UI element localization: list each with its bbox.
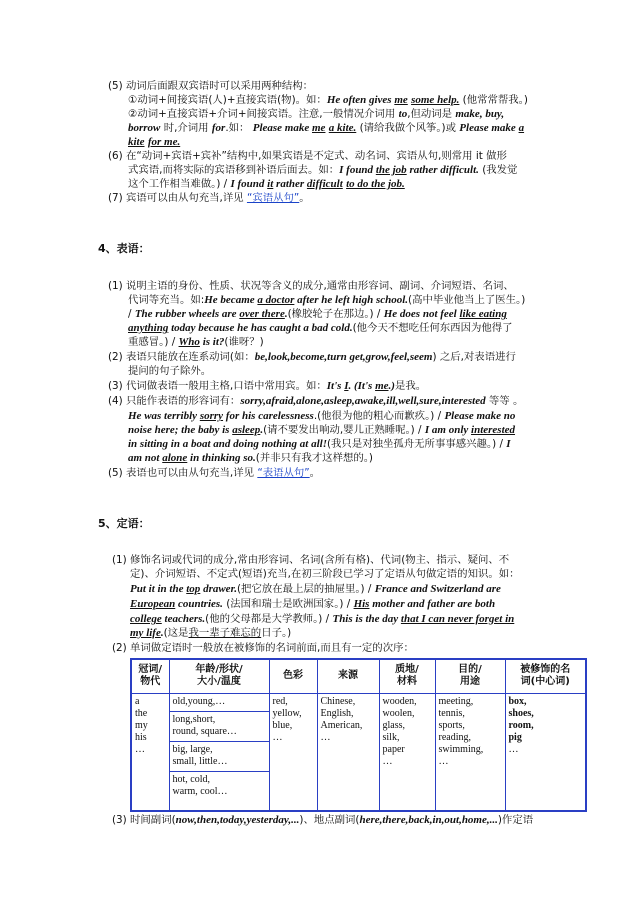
header-origin: 来源	[317, 659, 379, 693]
header-article-pronoun: 冠词/ 物代	[131, 659, 169, 693]
rule-6-text: (6) 在“动词+宾语+宾补”结构中,如果宾语是不定式、动名词、宾语从句,则常用 it 做形	[108, 150, 507, 162]
header-purpose: 目的/ 用途	[435, 659, 505, 693]
section-5-heading: 5、定语：	[98, 517, 150, 530]
s5-rule-1-example-2: European countries. (法国和瑞士是欧洲国家。) / His mother and father are both	[130, 598, 496, 610]
s4-rule-3: (3) 代词做表语一般用主格,口语中常用宾。如：It's I. (It's me.)是我。	[108, 380, 427, 392]
rule-5-example-kite: borrow 时,介词用 for.如： Please make me a kite. (请给我做个风筝。)或 Please make a	[128, 122, 525, 134]
rule-5-structure-1: ①动词+间接宾语(人)+直接宾语(物)。如：He often gives me some help. (他常常帮我。)	[128, 94, 528, 106]
cell-age-shape-size-temp	[169, 693, 269, 811]
s5-rule-1-example-4: my life.(这是我一辈子难忘的日子。)	[130, 627, 292, 639]
header-material: 质地/ 材料	[379, 659, 435, 693]
s5-rule-1-example-1: Put it in the top drawer.(把它放在最上层的抽屉里。) / France and Switzerland are	[130, 583, 501, 595]
header-head-noun: 被修饰的名 词(中心词)	[505, 659, 586, 693]
s4-rule-4: (4) 只能作表语的形容词有：sorry,afraid,alone,asleep,awake,ill,well,sure,interested 等等 。	[108, 395, 524, 407]
rule-5-intro: (5) 动词后面跟双宾语时可以采用两种结构：	[108, 80, 314, 92]
header-color: 色彩	[269, 659, 317, 693]
s4-rule-4-example-3: in sitting in a boat and doing nothing at all!(我只是对独坐孤舟无所事事感兴趣。) / I	[128, 438, 511, 450]
s4-rule-4-example-4: am not alone in thinking so.(并非只有我才这样想的。)	[128, 452, 373, 464]
s5-rule-1-example-3: college teachers.(他的父母都是大学教师。) / This is the day that I can never forget in	[130, 613, 515, 625]
rule-6-example-cont: 这个工作相当难做。) / I found it rather difficult to do the job.	[128, 178, 405, 190]
section-4-heading: 4、表语：	[98, 242, 150, 255]
adjective-order-table	[130, 658, 587, 812]
table-body-row	[131, 693, 586, 811]
s5-rule-1: (1) 修饰名词或代词的成分,常由形容词、名词(含所有格)、代词(物主、指示、疑问、不	[112, 554, 510, 566]
object-clause-link[interactable]: “宾语从句”	[246, 192, 300, 204]
rule-5-structure-2: ②动词+直接宾语+介词+间接宾语。注意,一般情况介词用 to,但动词是 make, buy,	[128, 108, 505, 120]
cell-head-nouns: box, shoes, room, pig …	[505, 693, 586, 811]
s5-rule-3: (3) 时间副词(now,then,today,yesterday,...)、地点副词(here,there,back,in,out,home,...)作定语	[112, 814, 534, 826]
table-header-row	[131, 659, 586, 693]
cell-articles: a the my his …	[131, 693, 169, 811]
cell-origins: Chinese, English, American, …	[317, 693, 379, 811]
cell-colors: red, yellow, blue, …	[269, 693, 317, 811]
s4-rule-1: (1) 说明主语的身份、性质、状况等含义的成分,通常由形容词、副词、介词短语、名词、	[108, 280, 514, 292]
s4-rule-4-example-1: He was terribly sorry for his carelessness.(他很为他的粗心而歉疚。) / Please make no	[128, 410, 516, 422]
s5-rule-1-cont: 定)、介词短语、不定式(短语)充当,在初三阶段已学习了定语从句做定语的知识。如：	[130, 568, 520, 580]
temperature-group: hot, cold, warm, cool…	[170, 771, 269, 798]
age-group: old,young,…	[172, 695, 226, 707]
cell-materials: wooden, woolen, glass, silk, paper …	[379, 693, 435, 811]
s4-rule-2-cont: 提问的句子除外。	[128, 365, 212, 377]
rule-5-example-kite-cont: kite for me.	[128, 136, 181, 148]
s5-rule-2: (2) 单词做定语时一般放在被修饰的名词前面,而且有一定的次序：	[112, 642, 414, 654]
s4-rule-4-example-2: noise here; the baby is asleep.(请不要发出响动,婴儿正熟睡呢。) / I am only interested	[128, 424, 516, 436]
s4-rule-1-example-2: / The rubber wheels are over there.(橡胶轮子在那边。) / He does not feel like eating	[128, 308, 507, 320]
header-age-shape-size-temp: 年龄/形状/ 大小/温度	[169, 659, 269, 693]
s4-rule-1-example-3: anything today because he has caught a bad cold.(他今天不想吃任何东西因为他得了	[128, 322, 513, 334]
rule-6-example: 式宾语,而将实际的宾语移到补语后面去。如：I found the job rather difficult. (我发觉	[128, 164, 518, 176]
s4-rule-1-example: 代词等充当。如:He became a doctor after he left high school.(高中毕业他当上了医生。)	[128, 294, 526, 306]
predicative-clause-link[interactable]: “表语从句”	[257, 467, 310, 479]
size-group: big, large, small, little…	[170, 741, 269, 768]
s4-rule-1-example-4: 重感冒。) / Who is it?(谁呀？)	[128, 336, 264, 348]
s4-rule-5: (5) 表语也可以由从句充当,详见 “表语从句”。	[108, 467, 321, 479]
shape-group: long,short, round, square…	[170, 711, 269, 738]
rule-7-text: (7) 宾语可以由从句充当,详见 “宾语从句”。	[108, 192, 310, 204]
cell-purposes: meeting, tennis, sports, reading, swimming, …	[435, 693, 505, 811]
s4-rule-2: (2) 表语只能放在连系动词(如：be,look,become,turn get,grow,feel,seem) 之后,对表语进行	[108, 351, 516, 363]
